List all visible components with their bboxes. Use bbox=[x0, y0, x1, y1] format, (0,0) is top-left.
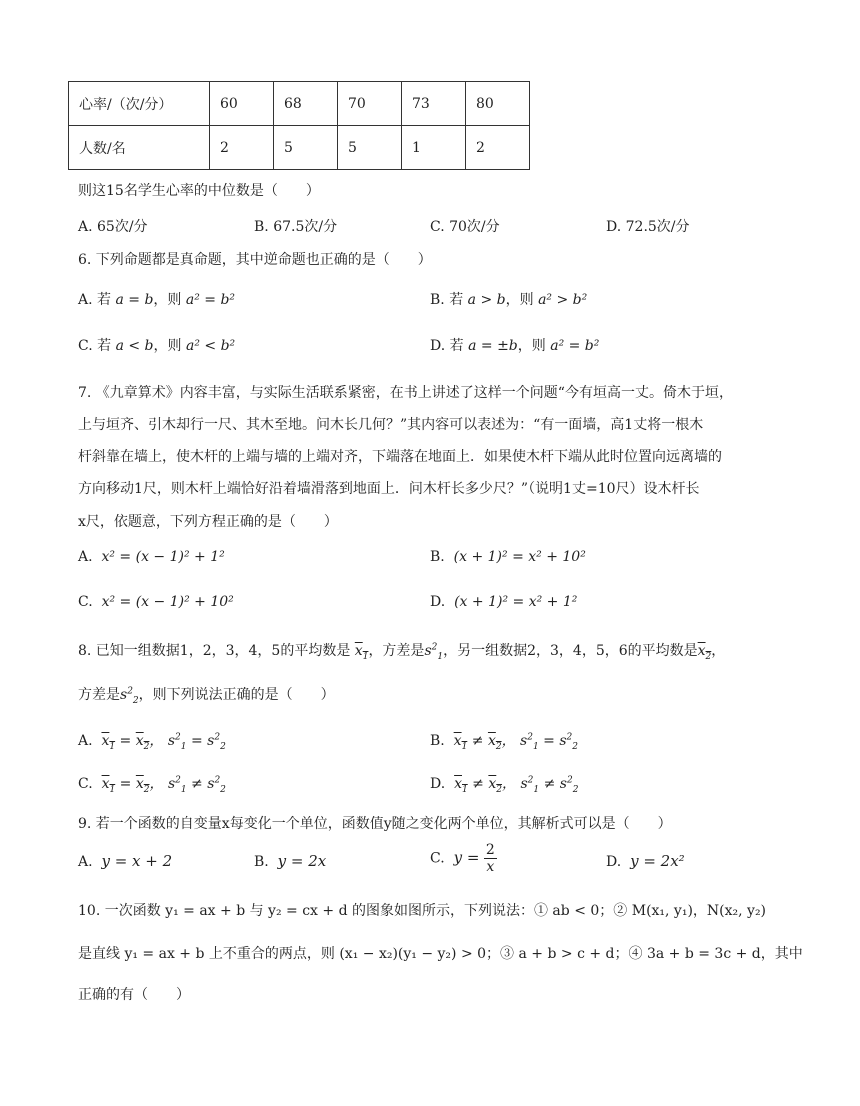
question-7-line: 7. 《九章算术》内容丰富，与实际生活联系紧密，在书上讲述了这样一个问题“今有垣高一丈。倚木于垣， bbox=[78, 385, 733, 401]
question-10-line: 正确的有（ ） bbox=[78, 987, 190, 1003]
question-text: 方差是 bbox=[78, 687, 120, 703]
option-text: D. 若 bbox=[430, 338, 464, 354]
question-7-line: 上与垣齐、引木却行一尺、其木至地。问木长几何？”其内容可以表述为：“有一面墙，高1丈将一根木 bbox=[78, 417, 704, 433]
q6-option-b bbox=[430, 289, 587, 309]
q9-option-a bbox=[78, 852, 172, 870]
denominator: x bbox=[486, 859, 495, 875]
math-expr: a = ±b bbox=[468, 338, 518, 354]
table-cell: 5 bbox=[274, 126, 338, 170]
math-expr: a² > b² bbox=[538, 292, 588, 308]
table-row bbox=[69, 82, 530, 126]
numerator: 2 bbox=[485, 842, 495, 858]
q7-option-b bbox=[430, 549, 586, 565]
table-cell: 1 bbox=[402, 126, 466, 170]
question-6-stem: 6. 下列命题都是真命题，其中逆命题也正确的是（ ） bbox=[78, 252, 432, 268]
table-cell: 68 bbox=[274, 82, 338, 126]
option-label: D. bbox=[430, 776, 446, 792]
q7-option-a bbox=[78, 549, 225, 565]
option-label: D. bbox=[430, 594, 446, 610]
question-7-line: 杆斜靠在墙上，使木杆的上端与墙的上端对齐，下端落在地面上．如果使木杆下端从此时位置向远离墙的 bbox=[78, 449, 722, 465]
q8-option-d: D. $x_1 \ne x_2$， $s^2_1 \ne s^2_2$ bbox=[430, 775, 579, 795]
table-cell: 60 bbox=[210, 82, 274, 126]
math-expr: a² = b² bbox=[550, 338, 600, 354]
option-text: B. 若 bbox=[430, 292, 464, 308]
q9-option-c bbox=[430, 842, 497, 875]
q6-option-d bbox=[430, 335, 599, 355]
table-cell: 2 bbox=[466, 126, 530, 170]
option-label: C. bbox=[78, 594, 93, 610]
math-expr: a² = b² bbox=[185, 292, 236, 308]
table-row bbox=[69, 126, 530, 170]
question-10-line: 10. 一次函数 y₁ = ax + b 与 y₂ = cx + d 的图象如图所示，下列说法：① ab < 0；② M(x₁, y₁)，N(x₂, y₂) bbox=[78, 903, 767, 919]
option-text: ，则 bbox=[153, 292, 182, 308]
question-8-line bbox=[78, 640, 725, 660]
option-text: ，则 bbox=[517, 338, 546, 354]
heart-rate-table bbox=[68, 81, 530, 170]
question-text: ， bbox=[711, 643, 726, 659]
q8-option-a: A. $x_1 = x_2$， $s^2_1 = s^2_2$ bbox=[78, 732, 226, 752]
math-expr: a < b bbox=[115, 338, 154, 354]
math-expr: y = 2x² bbox=[630, 852, 685, 870]
question-text: ，则下列说法正确的是（ ） bbox=[138, 687, 335, 703]
math-expr: a = b bbox=[115, 292, 154, 308]
table-cell: 80 bbox=[466, 82, 530, 126]
option-label: C. bbox=[430, 850, 445, 867]
table-cell: 70 bbox=[338, 82, 402, 126]
option-label: A. bbox=[78, 733, 93, 749]
option-text: C. 若 bbox=[78, 338, 112, 354]
table-cell: 心率/（次/分） bbox=[69, 82, 210, 126]
table-cell: 2 bbox=[210, 126, 274, 170]
question-text: ，另一组数据2，3，4，5，6的平均数是 bbox=[443, 643, 698, 659]
math-expr: a² < b² bbox=[185, 338, 236, 354]
q5-option-a: A. 65次/分 bbox=[78, 219, 148, 235]
option-label: B. bbox=[430, 733, 445, 749]
math-expr: x² = (x − 1)² + 1² bbox=[101, 549, 225, 565]
question-10-line: 是直线 y₁ = ax + b 上不重合的两点，则 (x₁ − x₂)(y₁ − y₂) > 0；③ a + b > c + d；④ 3a + b = 3c + d，其中 bbox=[78, 946, 803, 962]
option-text: ，则 bbox=[505, 292, 534, 308]
question-9-stem: 9. 若一个函数的自变量x每变化一个单位，函数值y随之变化两个单位，其解析式可以是（ ） bbox=[78, 816, 672, 832]
q8-option-b: B. $x_1 \ne x_2$， $s^2_1 = s^2_2$ bbox=[430, 732, 578, 752]
q7-option-c bbox=[78, 594, 234, 610]
q9-option-b bbox=[254, 852, 326, 870]
table-cell: 73 bbox=[402, 82, 466, 126]
q9-option-d bbox=[606, 852, 685, 870]
math-expr: a > b bbox=[467, 292, 506, 308]
q7-option-d bbox=[430, 594, 577, 610]
question-text: 8. 已知一组数据1，2，3，4，5的平均数是 bbox=[78, 643, 351, 659]
option-label: A. bbox=[78, 854, 93, 870]
option-label: D. bbox=[606, 854, 622, 870]
option-label: B. bbox=[430, 549, 445, 565]
variance-s1: $s^2_1$ bbox=[424, 642, 444, 662]
q8-option-c: C. $x_1 = x_2$， $s^2_1 \ne s^2_2$ bbox=[78, 775, 226, 795]
variance-s2: $s^2_2$ bbox=[120, 686, 139, 706]
math-expr: (x + 1)² = x² + 10² bbox=[453, 549, 586, 565]
table-cell: 人数/名 bbox=[69, 126, 210, 170]
option-label: B. bbox=[254, 854, 269, 870]
math-expr: (x + 1)² = x² + 1² bbox=[454, 594, 578, 610]
mean-x1: $x_1$ bbox=[354, 643, 369, 662]
q6-option-c bbox=[78, 335, 235, 355]
math-expr: y = 2x bbox=[277, 852, 327, 870]
math-expr: y = x + 2 bbox=[101, 852, 173, 870]
question-text: ，方差是 bbox=[368, 643, 425, 659]
q5-option-d: D. 72.5次/分 bbox=[606, 219, 690, 235]
option-label: C. bbox=[78, 776, 93, 792]
math-expr: x² = (x − 1)² + 10² bbox=[101, 594, 234, 610]
question-7-line: x尺，依题意，下列方程正确的是（ ） bbox=[78, 514, 338, 530]
table-cell: 5 bbox=[338, 126, 402, 170]
question-5-stem: 则这15名学生心率的中位数是（ ） bbox=[78, 183, 320, 199]
option-label: A. bbox=[78, 549, 93, 565]
mean-x2: $x_2$ bbox=[697, 643, 712, 662]
question-8-line bbox=[78, 684, 335, 704]
fraction bbox=[484, 842, 497, 875]
q6-option-a bbox=[78, 289, 235, 309]
question-7-line: 方向移动1尺，则木杆上端恰好沿着墙滑落到地面上．问木杆长多少尺？”（说明1丈=10尺）设木杆长 bbox=[78, 481, 700, 497]
math-expr: y = bbox=[453, 848, 480, 867]
q5-option-c: C. 70次/分 bbox=[430, 219, 500, 235]
option-text: A. 若 bbox=[78, 292, 112, 308]
option-text: ，则 bbox=[153, 338, 182, 354]
q5-option-b: B. 67.5次/分 bbox=[254, 219, 338, 235]
